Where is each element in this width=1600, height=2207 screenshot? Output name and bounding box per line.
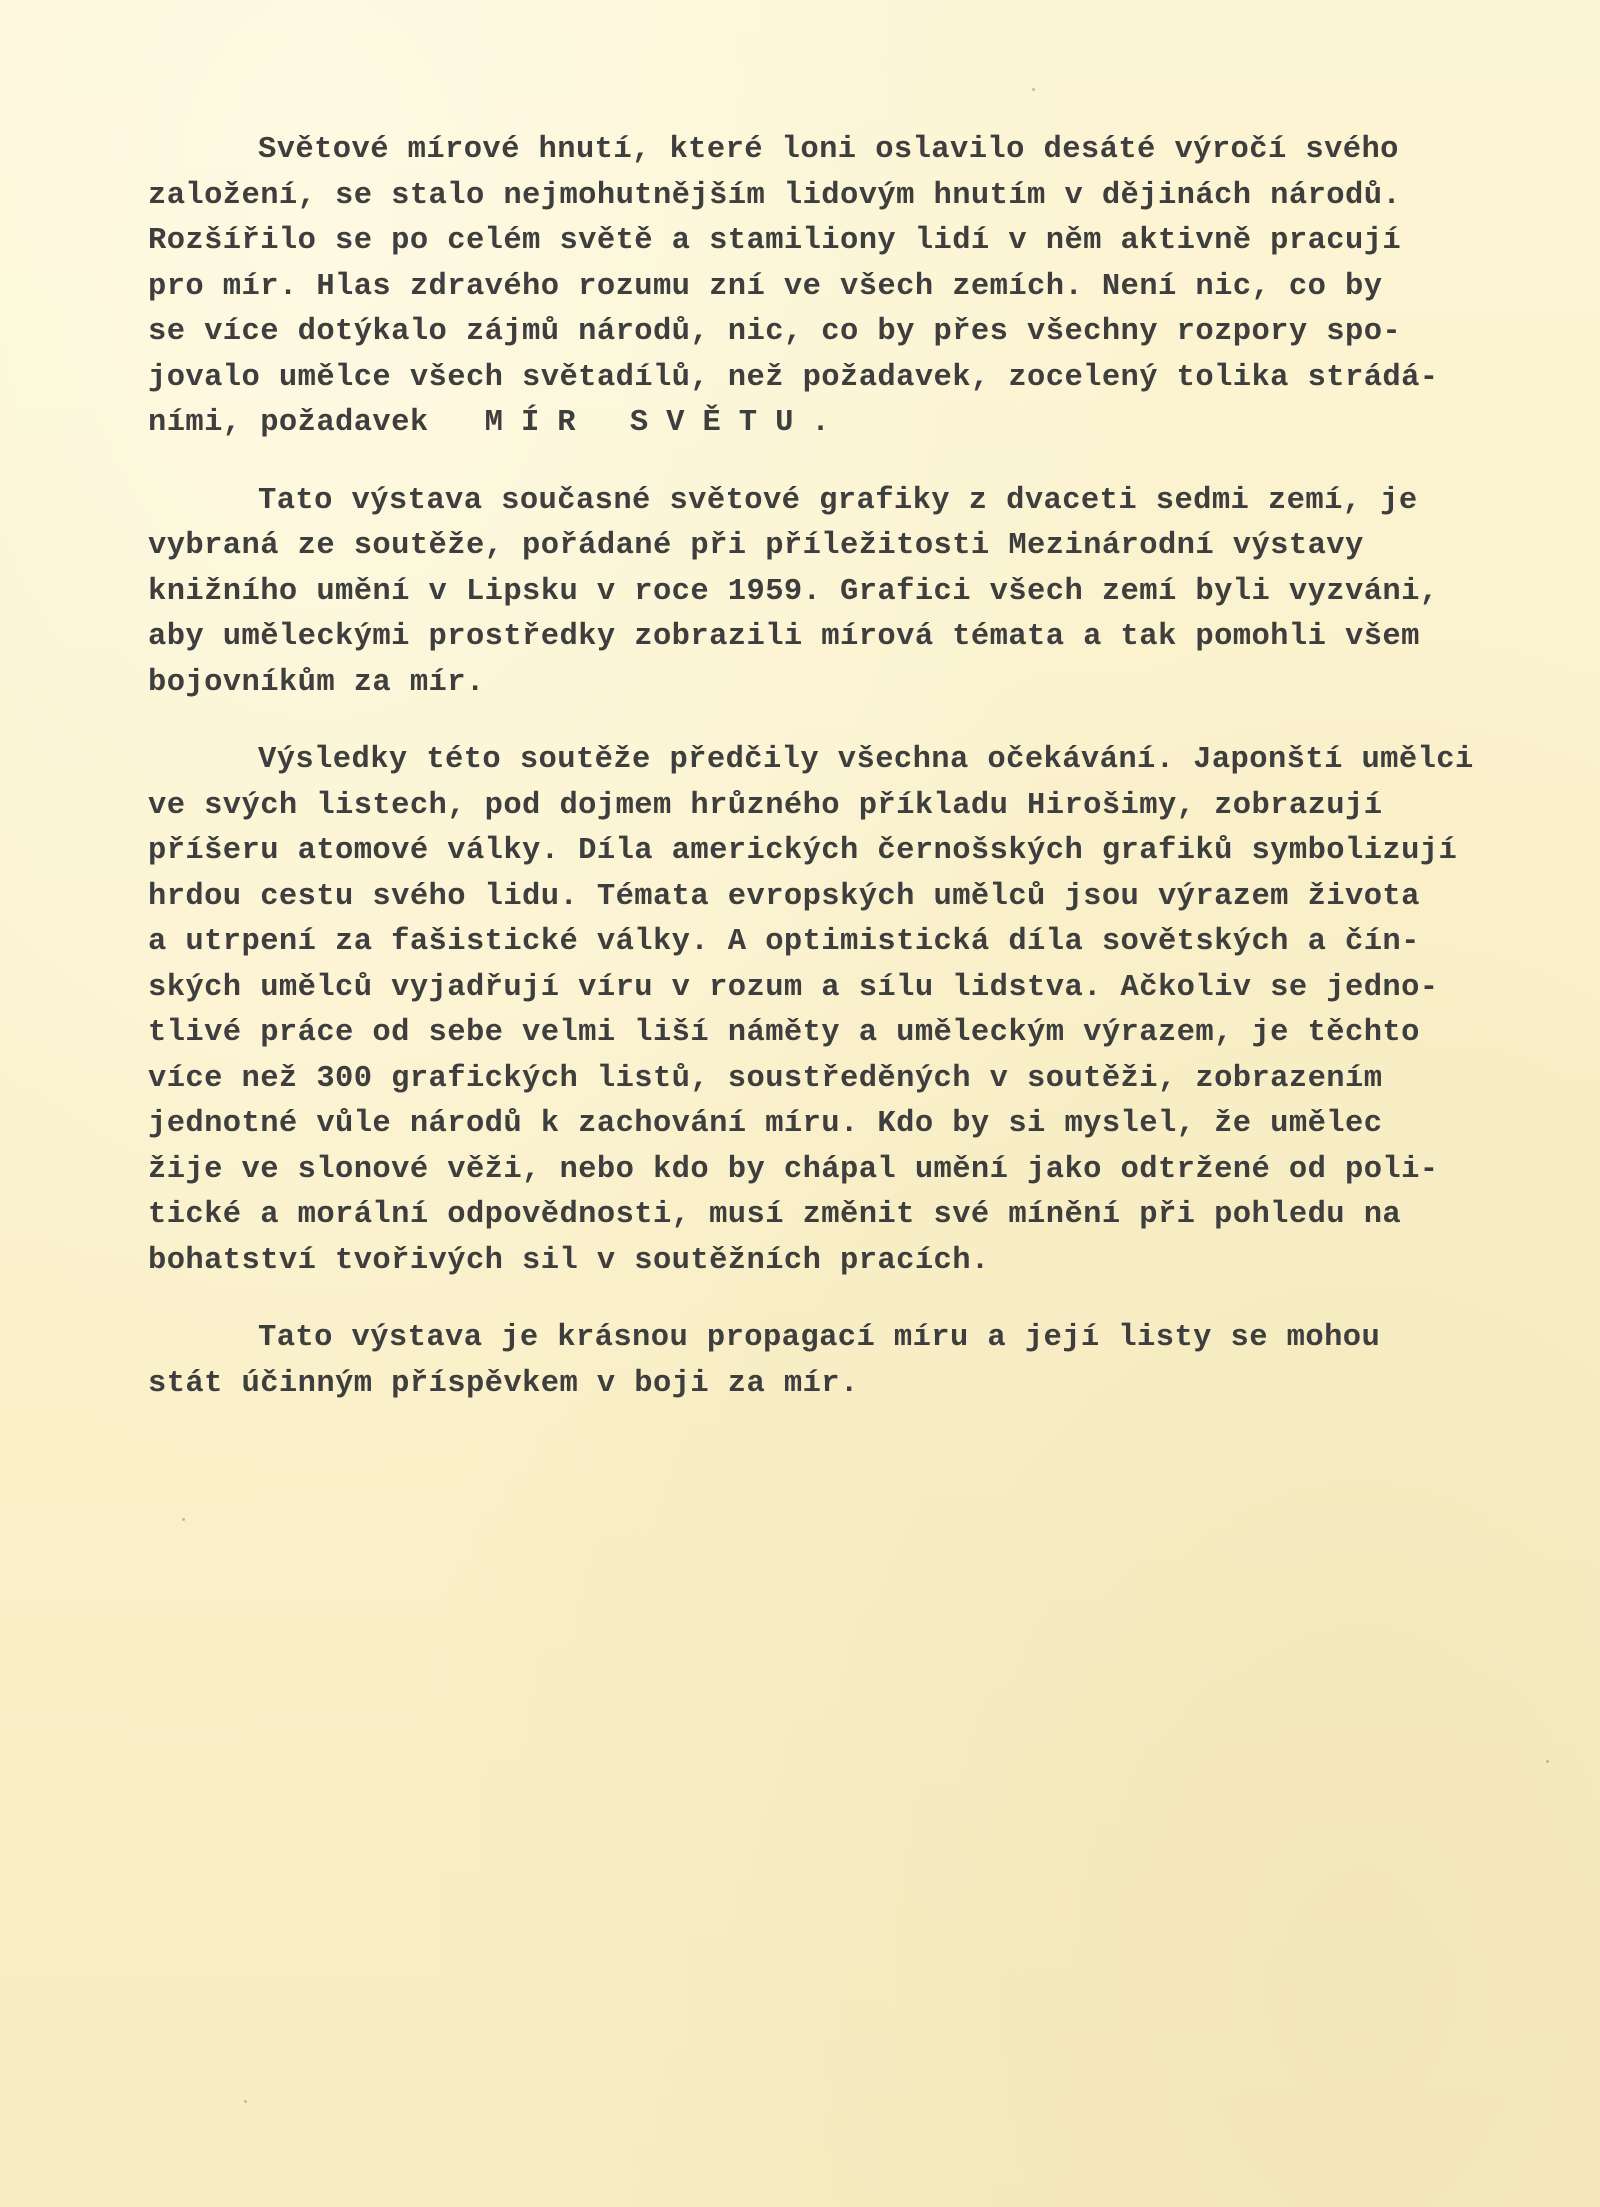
text-line: a utrpení za fašistické války. A optimistická díla sovětských a čín- — [148, 925, 1420, 959]
paper-speck — [182, 1518, 185, 1521]
text-line: jednotné vůle národů k zachování míru. Kdo by si myslel, že umělec — [148, 1107, 1383, 1141]
text-line: pro mír. Hlas zdravého rozumu zní ve všech zemích. Není nic, co by — [148, 269, 1383, 304]
text-line: Tato výstava je krásnou propagací míru a její listy se mohou — [258, 1321, 1381, 1355]
emphasis-mir-svetu: MÍR SVĚTU. — [484, 406, 848, 440]
text-line: více než 300 grafických listů, soustředěných v soutěži, zobrazením — [148, 1061, 1383, 1096]
text-line: příšeru atomové války. Díla amerických černošských grafiků symbolizují — [148, 834, 1458, 868]
paragraph-2 — [148, 479, 1548, 707]
text-line: žije ve slonové věži, nebo kdo by chápal umění jako odtržené od poli- — [148, 1152, 1439, 1187]
text-line-final — [148, 401, 1548, 447]
text-line: Rozšířilo se po celém světě a stamiliony lidí v něm aktivně pracují — [148, 224, 1402, 258]
paper-speck — [244, 2100, 247, 2103]
text-line: Tato výstava současné světové grafiky z dvaceti sedmi zemí, je — [258, 483, 1418, 518]
text-line: vybraná ze soutěže, pořádané při příležitosti Mezinárodní výstavy — [148, 529, 1364, 563]
text-line: se více dotýkalo zájmů národů, nic, co by přes všechny rozpory spo- — [148, 315, 1402, 349]
text-line: Světové mírové hnutí, které loni oslavilo desáté výročí svého — [258, 133, 1399, 167]
text-line: tické a morální odpovědnosti, musí změnit své mínění při pohledu na — [148, 1198, 1402, 1232]
paragraph-4 — [148, 1316, 1548, 1407]
text-line: tlivé práce od sebe velmi liší náměty a uměleckým výrazem, je těchto — [148, 1016, 1420, 1050]
text-line: bohatství tvořivých sil v soutěžních pracích. — [148, 1243, 990, 1278]
text-line: jovalo umělce všech světadílů, než požadavek, zocelený tolika strádá- — [148, 360, 1439, 395]
text-line-prefix: ními, požadavek — [148, 406, 429, 440]
text-line: knižního umění v Lipsku v roce 1959. Grafici všech zemí byli vyzváni, — [148, 574, 1439, 609]
text-line: založení, se stalo nejmohutnějším lidovým hnutím v dějinách národů. — [148, 178, 1402, 213]
text-line: ských umělců vyjadřují víru v rozum a sílu lidstva. Ačkoliv se jedno- — [148, 970, 1439, 1005]
paragraph-3 — [148, 738, 1548, 1284]
text-line: bojovníkům za mír. — [148, 665, 485, 700]
text-line: hrdou cestu svého lidu. Témata evropských umělců jsou výrazem života — [148, 879, 1420, 914]
text-line: ve svých listech, pod dojmem hrůzného příkladu Hirošimy, zobrazují — [148, 788, 1383, 823]
text-line: Výsledky této soutěže předčily všechna očekávání. Japonští umělci — [258, 743, 1474, 777]
text-line: stát účinným příspěvkem v boji za mír. — [148, 1366, 859, 1401]
document-body — [148, 128, 1548, 1439]
paragraph-1 — [148, 128, 1548, 447]
paper-speck — [1032, 88, 1035, 91]
text-line: aby uměleckými prostředky zobrazili mírová témata a tak pomohli všem — [148, 620, 1420, 654]
paper-speck — [1546, 1760, 1549, 1763]
